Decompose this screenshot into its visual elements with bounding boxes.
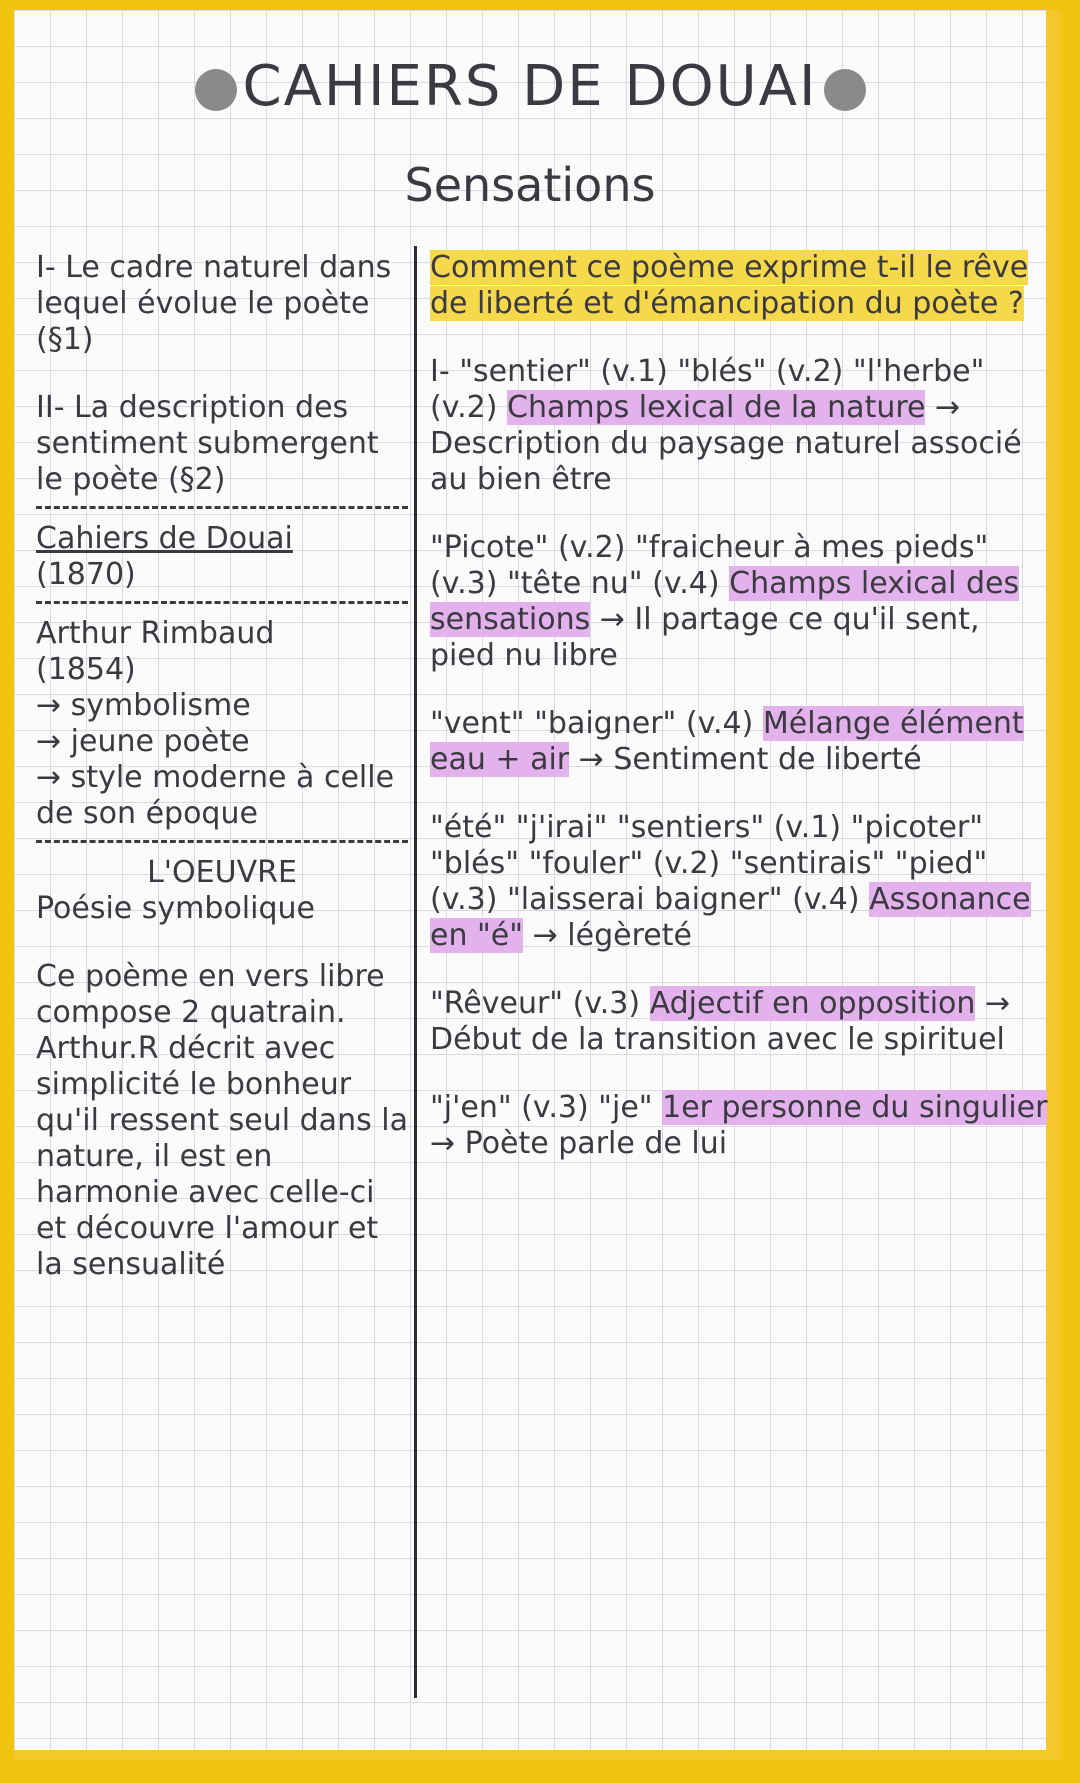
bullet-dot-icon	[195, 69, 237, 111]
quote-text: "j'en" (v.3) "je"	[430, 1090, 663, 1125]
highlight-first-person: 1er personne du singulier	[662, 1090, 1048, 1125]
page-title	[14, 54, 1046, 119]
interpretation-text: → légèreté	[523, 918, 692, 953]
analysis-block-1	[430, 354, 1050, 498]
oeuvre-heading: L'OEUVRE	[147, 855, 297, 890]
highlight-water-air: Mélange élément eau + air	[430, 706, 1024, 777]
bullet-dot-icon	[824, 69, 866, 111]
poem-summary: Ce poème en vers libre compose 2 quatrain. Arthur.R décrit avec simplicité le bonheur qu'il ressent seul dans la nature, il est en harmonie avec celle-ci et découvre l'amour et la sensualité	[36, 959, 408, 1282]
arrow-note-1: → symbolisme	[36, 688, 251, 723]
left-column	[36, 250, 408, 1283]
analysis-block-5	[430, 986, 1050, 1058]
plan-part-1: I- Le cadre naturel dans lequel évolue le poète (§1)	[36, 250, 392, 357]
work-title: Cahiers de Douai	[36, 521, 293, 556]
analysis-block-3	[430, 706, 1050, 778]
quote-text: "Picote" (v.2) "fraicheur à mes pieds" (v.3) "tête nu" (v.4)	[430, 530, 989, 601]
quote-text: "Rêveur" (v.3)	[430, 986, 650, 1021]
arrow-note-2: → jeune poète	[36, 724, 250, 759]
author-year: (1854)	[36, 652, 136, 687]
plan-part-2: II- La description des sentiment submergent le poète (§2)	[36, 390, 379, 497]
quote-text: "été" "j'irai" "sentiers" (v.1) "picoter" "blés" "fouler" (v.2) "sentirais" "pied" (v.3) "laisserai baigner" (v.4)	[430, 810, 988, 917]
page-subtitle: Sensations	[404, 158, 656, 212]
quote-text: "vent" "baigner" (v.4)	[430, 706, 763, 741]
author-name: Arthur Rimbaud	[36, 616, 275, 651]
interpretation-text: → Sentiment de liberté	[569, 742, 922, 777]
right-column	[430, 250, 1050, 1162]
interpretation-text: → Il partage ce qu'il sent, pied nu libre	[430, 602, 980, 673]
analysis-block-2	[430, 530, 1050, 674]
analysis-block-6	[430, 1090, 1050, 1162]
notebook-page	[14, 10, 1060, 1760]
problematic-question	[430, 250, 1050, 322]
interpretation-text: → Poète parle de lui	[430, 1126, 728, 1161]
arrow-note-3: → style moderne à celle de son époque	[36, 760, 395, 831]
highlight-lexical-sensations: Champs lexical des sensations	[430, 566, 1020, 637]
quote-text: I- "sentier" (v.1) "blés" (v.2) "l'herbe" (v.2)	[430, 354, 985, 425]
oeuvre-genre: Poésie symbolique	[36, 891, 315, 926]
highlight-lexical-nature: Champs lexical de la nature	[507, 390, 926, 425]
analysis-block-4	[430, 810, 1050, 954]
highlight-assonance: Assonance en "é"	[430, 882, 1031, 953]
column-divider	[414, 246, 417, 1698]
work-year: (1870)	[36, 557, 136, 592]
highlight-adjective: Adjectif en opposition	[649, 986, 976, 1021]
interpretation-text: → Description du paysage naturel associé au bien être	[430, 390, 1022, 497]
interpretation-text: → Début de la transition avec le spirituel	[430, 986, 1011, 1057]
dashed-separator	[36, 840, 408, 843]
question-highlight: Comment ce poème exprime t-il le rêve de liberté et d'émancipation du poète ?	[430, 250, 1029, 321]
dashed-separator	[36, 601, 408, 604]
title-text: CAHIERS DE DOUAI	[242, 54, 818, 119]
dashed-separator	[36, 506, 408, 509]
